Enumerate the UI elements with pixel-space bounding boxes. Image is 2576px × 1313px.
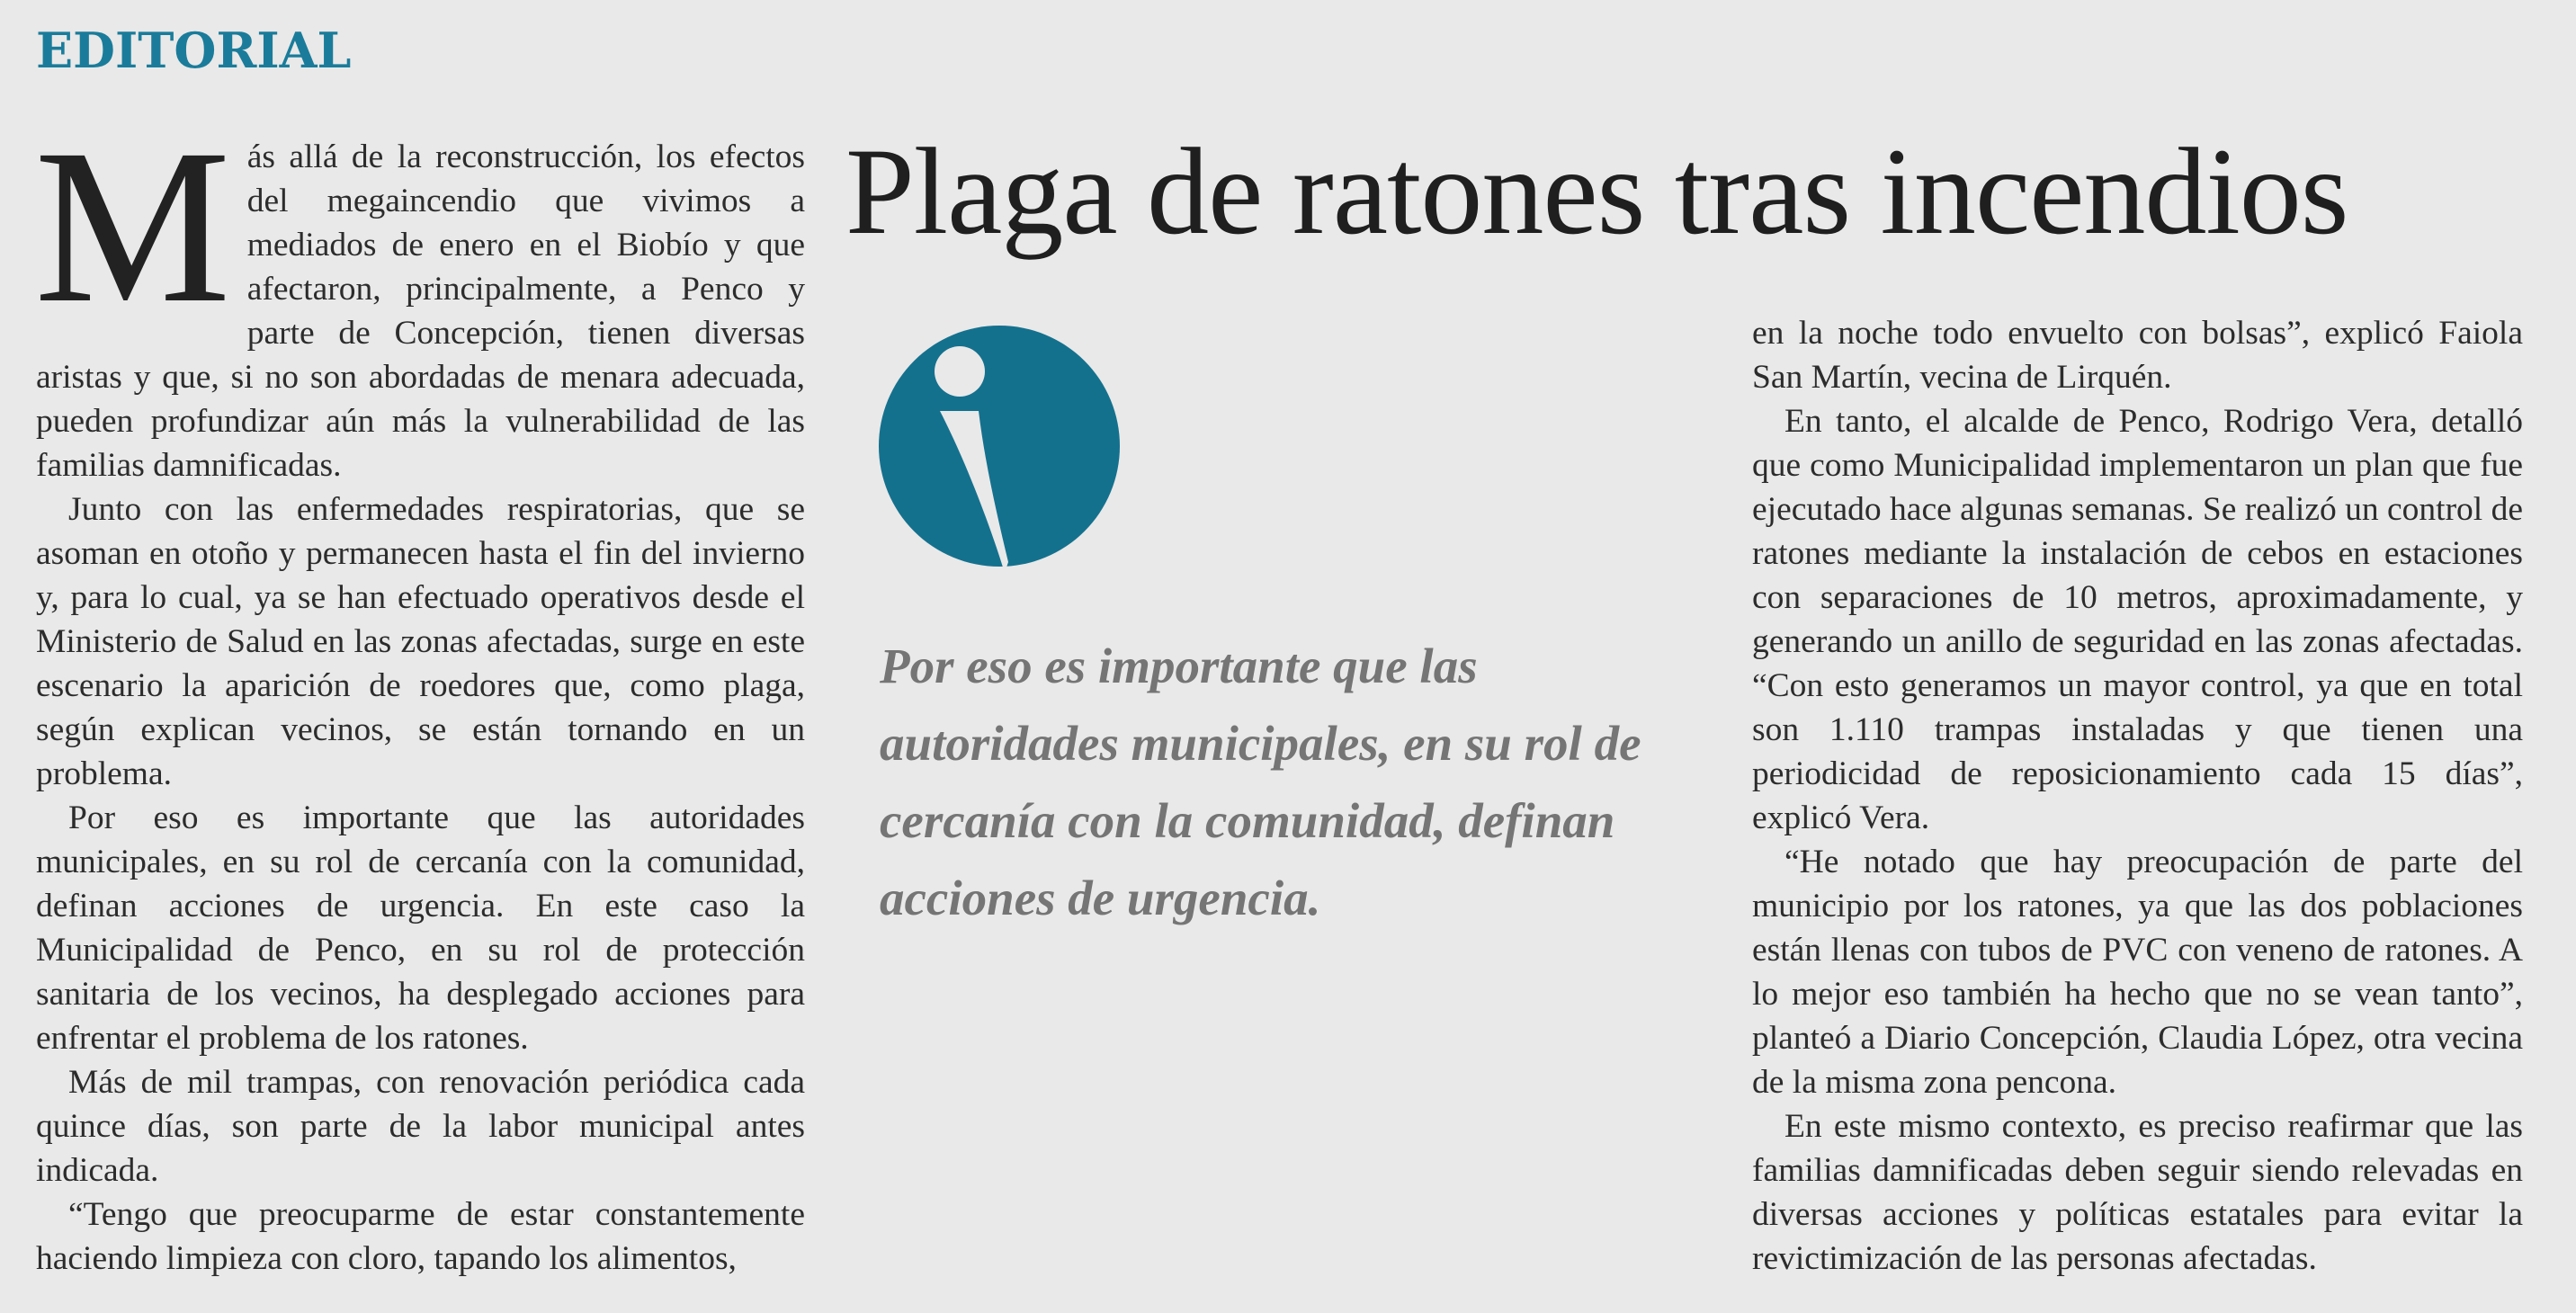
paragraph-7: En tanto, el alcalde de Penco, Rodrigo Vera, detalló que como Municipalidad implementaron un plan que fue ejecutado hace algunas semanas. Se realizó un control de ratones mediante la instalación de cebos en estaciones con separaciones de 10 metros, aproximadamente, y generando un anillo de seguridad en las zonas afectadas. “Con esto generamos un mayor control, ya que en total son 1.110 trampas instaladas y que tienen una periodicidad de reposicionamiento cada 15 días”, explicó Vera. xyxy=(1752,403,2523,836)
paragraph-2: Junto con las enfermedades respiratorias, que se asoman en otoño y permanecen hasta el fin del invierno y, para lo cual, ya se han efectuado operativos desde el Ministerio de Salud en las zonas afectadas, surge en este escenario la aparición de roedores que, como plaga, según explican vecinos, se están tornando en un problema. xyxy=(36,491,805,792)
headline: Plaga de ratones tras incendios xyxy=(845,122,2348,260)
pull-quote: Por eso es importante que las autoridades municipales, en su rol de cercanía con la comunidad, definan acciones de urgencia. xyxy=(880,639,1641,925)
drop-cap: M xyxy=(34,104,231,349)
paragraph-9: En este mismo contexto, es preciso reafirmar que las familias damnificadas deben seguir siendo relevadas en diversas acciones y políticas estatales para evitar la revictimización de las personas afectadas. xyxy=(1752,1108,2523,1277)
info-icon xyxy=(877,319,1122,573)
paragraph-4: Más de mil trampas, con renovación periódica cada quince días, son parte de la labor municipal antes indicada. xyxy=(36,1064,805,1189)
paragraph-6: en la noche todo envuelto con bolsas”, explicó Faiola San Martín, vecina de Lirquén. xyxy=(1752,315,2523,396)
paragraph-8: “He notado que hay preocupación de parte del municipio por los ratones, ya que las dos poblaciones están llenas con tubos de PVC con veneno de ratones. A lo mejor eso también ha hecho que no se vean tanto”, planteó a Diario Concepción, Claudia López, otra vecina de la misma zona pencona. xyxy=(1752,844,2523,1101)
paragraph-5: “Tengo que preocuparme de estar constantemente haciendo limpieza con cloro, tapando los alimentos, xyxy=(36,1196,805,1277)
paragraph-1 xyxy=(34,104,805,487)
info-icon-graphic xyxy=(877,319,1122,573)
paragraph-1-text: ás allá de la reconstrucción, los efectos del megaincendio que vivimos a mediados de enero en el Biobío y que afectaron, principalmente, a Penco y parte de Concepción, tienen diversas aristas y que, si no son abordadas de menara adecuada, pueden profundizar aún más la vulnerabilidad de las familias damnificadas. xyxy=(36,138,805,484)
left-column xyxy=(34,104,805,1281)
info-icon-dot xyxy=(935,346,985,397)
right-column xyxy=(1752,311,2523,1281)
section-label: EDITORIAL xyxy=(36,22,352,79)
paragraph-3: Por eso es importante que las autoridades municipales, en su rol de cercanía con la comunidad, definan acciones de urgencia. En este caso la Municipalidad de Penco, en su rol de protección sanitaria de los vecinos, ha desplegado acciones para enfrentar el problema de los ratones. xyxy=(36,799,805,1057)
